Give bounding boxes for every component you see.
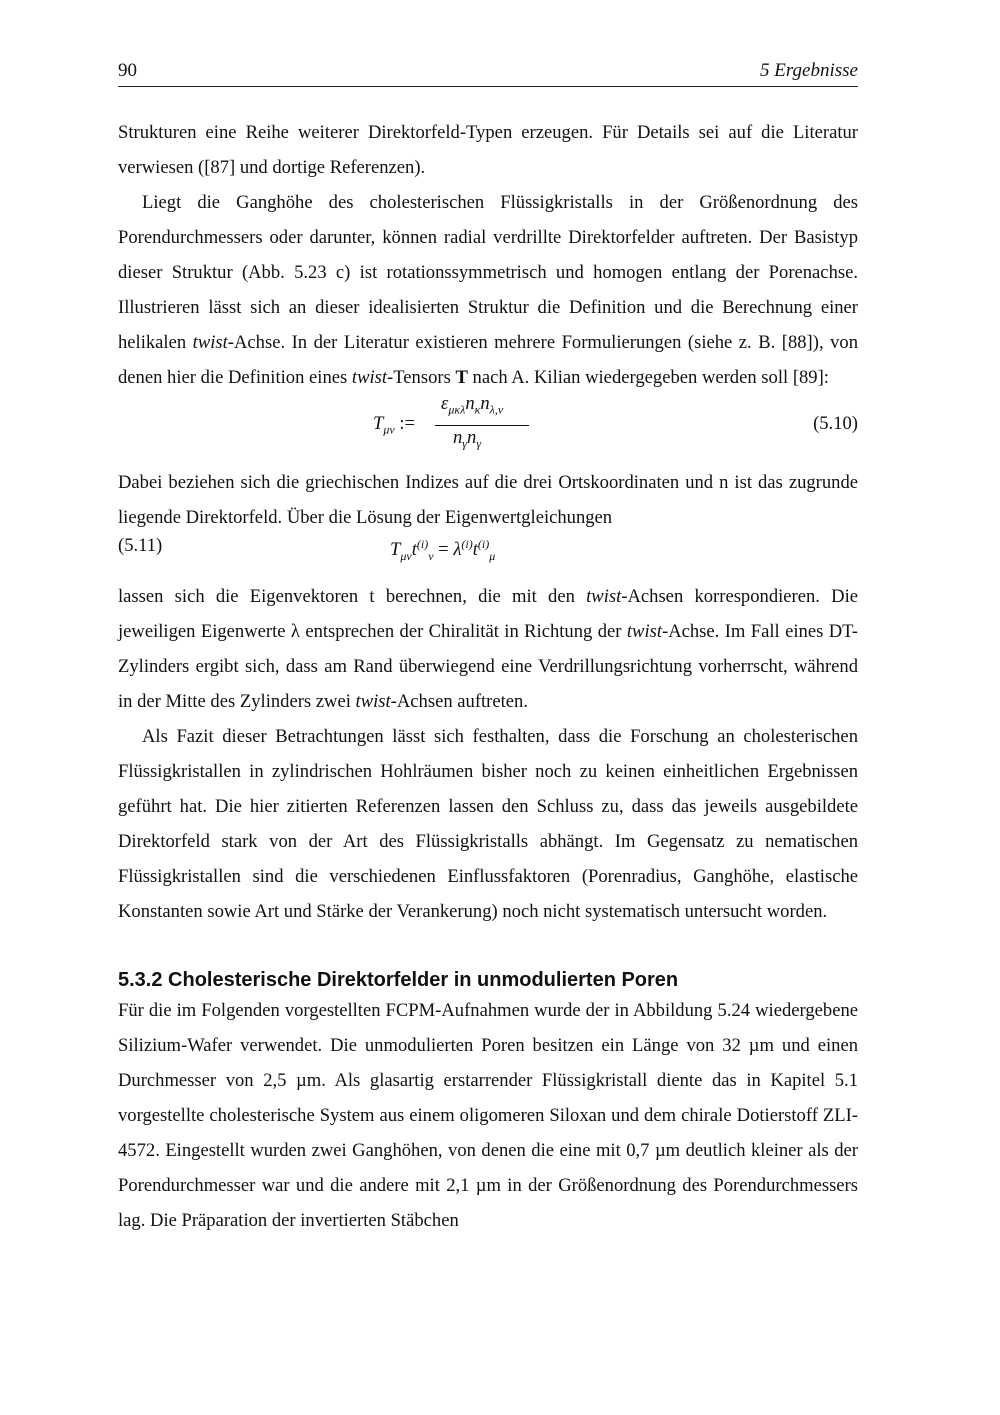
paragraph-1: Strukturen eine Reihe weiterer Direktorfeld-Typen erzeugen. Für Details sei auf die Literatur verwiesen ([87] und dortige Referenzen). (118, 122, 858, 178)
paragraph-6: Für die im Folgenden vorgestellten FCPM-Aufnahmen wurde der in Abbildung 5.24 wiedergebene Silizium-Wafer verwendet. Die unmodulierten Poren besitzen ein Länge von 32 µm und einen Durchmesser von 2,5 µm. Als glasartig erstarrender Flüssigkristall diente das in Kapitel 5.1 vorgestellte cholesterische System aus einem oligomeren Siloxan und dem chirale Dotierstoff ZLI-4572. Eingestellt wurden zwei Ganghöhen, von denen die eine mit 0,7 µm deutlich kleiner als der Porendurchmesser war und die andere mit 2,1 µm in der Größenordnung des Porendurchmessers lag. Die Präparation der invertierten Stäbchen (118, 1000, 858, 1231)
fraction-bar (435, 425, 529, 426)
chapter-title: 5 Ergebnisse (760, 60, 858, 81)
equation-5-10 (118, 395, 858, 465)
paragraph-4: lassen sich die Eigenvektoren t berechnen, die mit den twist-Achsen korrespondieren. Die jeweiligen Eigenwerte λ entsprechen der Chiralität in Richtung der twist-Achse. Im Fall eines DT-Zylinders ergibt sich, dass am Rand überwiegend eine Verdrillungsrichtung vorherrscht, während in der Mitte des Zylinders zwei twist-Achsen auftreten. (118, 586, 858, 712)
paragraph-2: Liegt die Ganghöhe des cholesterischen Flüssigkristalls in der Größenordnung des Porendurchmessers oder darunter, können radial verdrillte Direktorfelder auftreten. Der Basistyp dieser Struktur (Abb. 5.23 c) ist rotationssymmetrisch und homogen entlang der Porenachse. Illustrieren lässt sich an dieser idealisierten Struktur die Definition und die Berechnung einer helikalen twist-Achse. In der Literatur existieren mehrere Formulierungen (siehe z. B. [88]), von denen hier die Definition eines twist-Tensors T nach A. Kilian wiedergegeben werden soll [89]: (118, 192, 858, 388)
equation-number: (5.11) (118, 535, 163, 556)
twist-tensor-formula: $T_{\mu\nu}$ := $\varepsilon_{\mu\kappa\lambda}n_\kappa n_{\lambda,\nu}$ $n_\gamma n_\gamma$ (373, 395, 643, 465)
section-heading: 5.3.2 Cholesterische Direktorfelder in unmodulierten Poren (118, 969, 679, 991)
equation-5-11 (118, 535, 858, 579)
page-number: 90 (118, 60, 137, 81)
paragraph-3: Dabei beziehen sich die griechischen Indizes auf die drei Ortskoordinaten und n ist das zugrunde liegende Direktorfeld. Über die Lösung der Eigenwertgleichungen (118, 472, 858, 528)
eigenvalue-formula: $T_{\mu\nu}t^{(i)}_\nu = \lambda^{(i)}t^{(i)}_\mu$ (390, 537, 496, 563)
body-text (118, 115, 858, 1238)
equation-number: (5.10) (813, 413, 858, 434)
document-page (118, 0, 858, 1415)
section-5-3-2 (118, 967, 858, 1238)
paragraph-5: Als Fazit dieser Betrachtungen lässt sich festhalten, dass die Forschung an cholesterischen Flüssigkristallen in zylindrischen Hohlräumen bisher noch zu keinen einheitlichen Ergebnissen geführt hat. Die hier zitierten Referenzen lassen den Schluss zu, dass das jeweils ausgebildete Direktorfeld stark von der Art des Flüssigkristalls abhängt. Im Gegensatz zu nematischen Flüssigkristallen sind die verschiedenen Einflussfaktoren (Porenradius, Ganghöhe, elastische Konstanten sowie Art und Stärke der Verankerung) noch nicht systematisch untersucht worden. (118, 726, 858, 922)
running-header (118, 60, 858, 87)
